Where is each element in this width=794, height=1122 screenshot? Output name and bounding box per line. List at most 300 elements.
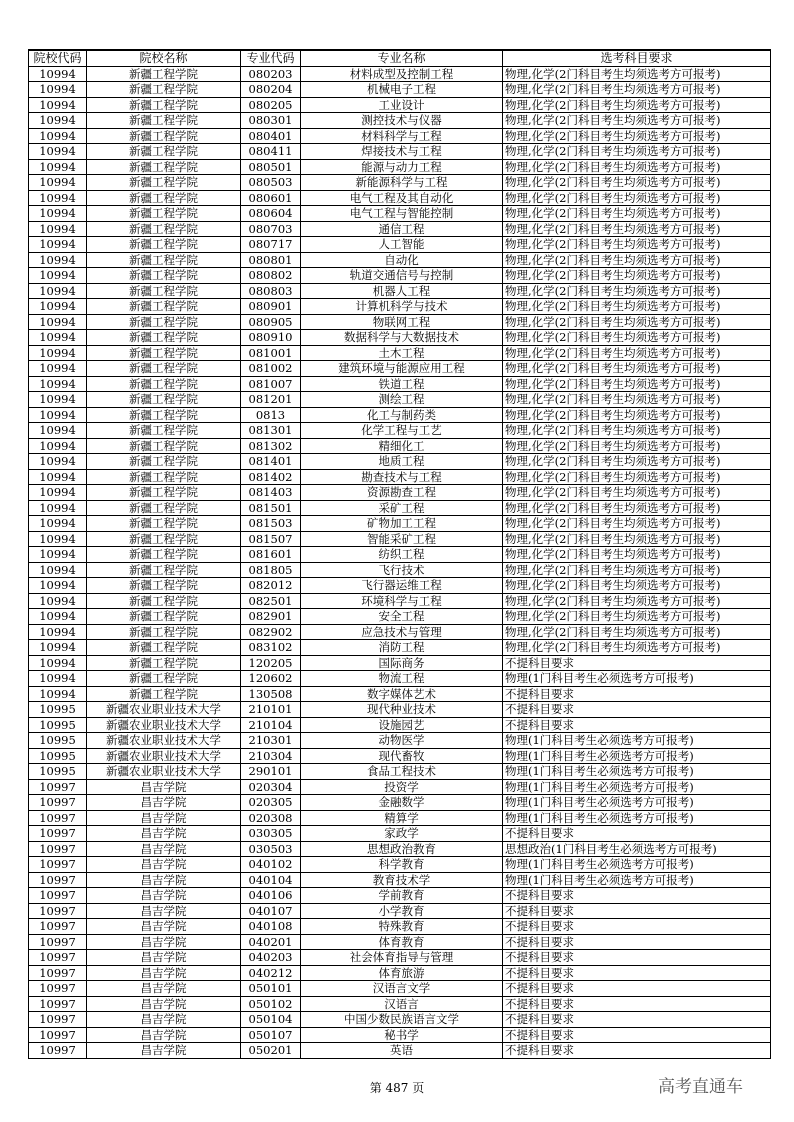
- subject-requirement-cell: 物理,化学(2门科目考生均须选考方可报考): [503, 314, 771, 330]
- table-row: [29, 345, 771, 361]
- school-name-cell: 昌吉学院: [87, 888, 241, 904]
- school-code-cell: 10997: [29, 795, 87, 811]
- subject-requirement-cell: 物理(1门科目考生必须选考方可报考): [503, 872, 771, 888]
- school-code-cell: 10994: [29, 252, 87, 268]
- subject-requirement-cell: 物理,化学(2门科目考生均须选考方可报考): [503, 206, 771, 222]
- table-row: [29, 423, 771, 439]
- table-row: [29, 175, 771, 191]
- major-name-cell: 材料成型及控制工程: [301, 66, 503, 82]
- school-name-cell: 新疆工程学院: [87, 144, 241, 160]
- major-name-cell: 资源勘查工程: [301, 485, 503, 501]
- header-school-name: 院校名称: [87, 50, 241, 66]
- school-code-cell: 10994: [29, 485, 87, 501]
- school-code-cell: 10994: [29, 655, 87, 671]
- school-code-cell: 10997: [29, 903, 87, 919]
- major-name-cell: 勘查技术与工程: [301, 469, 503, 485]
- major-name-cell: 铁道工程: [301, 376, 503, 392]
- school-code-cell: 10997: [29, 1027, 87, 1043]
- school-name-cell: 新疆工程学院: [87, 82, 241, 98]
- subject-requirement-cell: 物理,化学(2门科目考生均须选考方可报考): [503, 376, 771, 392]
- major-code-cell: 080801: [241, 252, 301, 268]
- school-name-cell: 昌吉学院: [87, 996, 241, 1012]
- major-name-cell: 地质工程: [301, 454, 503, 470]
- subject-requirement-cell: 物理,化学(2门科目考生均须选考方可报考): [503, 66, 771, 82]
- table-row: [29, 66, 771, 82]
- major-code-cell: 081402: [241, 469, 301, 485]
- major-name-cell: 英语: [301, 1043, 503, 1059]
- subject-requirement-cell: 物理,化学(2门科目考生均须选考方可报考): [503, 330, 771, 346]
- subject-requirement-cell: 物理,化学(2门科目考生均须选考方可报考): [503, 438, 771, 454]
- school-code-cell: 10995: [29, 764, 87, 780]
- subject-requirement-cell: 不提科目要求: [503, 965, 771, 981]
- school-name-cell: 新疆工程学院: [87, 283, 241, 299]
- table-row: [29, 361, 771, 377]
- major-code-cell: 081507: [241, 531, 301, 547]
- school-name-cell: 昌吉学院: [87, 981, 241, 997]
- table-row: [29, 888, 771, 904]
- major-name-cell: 能源与动力工程: [301, 159, 503, 175]
- subject-requirement-cell: 物理,化学(2门科目考生均须选考方可报考): [503, 221, 771, 237]
- school-name-cell: 新疆工程学院: [87, 671, 241, 687]
- school-name-cell: 新疆工程学院: [87, 237, 241, 253]
- table-row: [29, 500, 771, 516]
- major-name-cell: 设施园艺: [301, 717, 503, 733]
- major-code-cell: 080910: [241, 330, 301, 346]
- subject-requirement-cell: 不提科目要求: [503, 903, 771, 919]
- school-code-cell: 10994: [29, 221, 87, 237]
- admission-requirements-table: [28, 49, 771, 1059]
- subject-requirement-cell: 物理,化学(2门科目考生均须选考方可报考): [503, 454, 771, 470]
- subject-requirement-cell: 物理,化学(2门科目考生均须选考方可报考): [503, 624, 771, 640]
- major-name-cell: 安全工程: [301, 609, 503, 625]
- major-name-cell: 学前教育: [301, 888, 503, 904]
- table-row: [29, 299, 771, 315]
- school-code-cell: 10994: [29, 66, 87, 82]
- school-code-cell: 10994: [29, 562, 87, 578]
- table-row: [29, 190, 771, 206]
- major-name-cell: 材料科学与工程: [301, 128, 503, 144]
- major-code-cell: 040107: [241, 903, 301, 919]
- school-name-cell: 新疆工程学院: [87, 407, 241, 423]
- subject-requirement-cell: 物理,化学(2门科目考生均须选考方可报考): [503, 113, 771, 129]
- major-code-cell: 080411: [241, 144, 301, 160]
- subject-requirement-cell: 不提科目要求: [503, 1027, 771, 1043]
- major-code-cell: 080204: [241, 82, 301, 98]
- school-code-cell: 10994: [29, 206, 87, 222]
- table-row: [29, 578, 771, 594]
- major-name-cell: 环境科学与工程: [301, 593, 503, 609]
- major-name-cell: 社会体育指导与管理: [301, 950, 503, 966]
- major-name-cell: 纺织工程: [301, 547, 503, 563]
- major-name-cell: 建筑环境与能源应用工程: [301, 361, 503, 377]
- table-row: [29, 593, 771, 609]
- school-code-cell: 10994: [29, 438, 87, 454]
- school-name-cell: 新疆工程学院: [87, 500, 241, 516]
- school-code-cell: 10994: [29, 593, 87, 609]
- brand-watermark: 高考直通车: [658, 1077, 743, 1097]
- table-row: [29, 392, 771, 408]
- school-name-cell: 新疆农业职业技术大学: [87, 748, 241, 764]
- major-name-cell: 测控技术与仪器: [301, 113, 503, 129]
- school-name-cell: 新疆工程学院: [87, 66, 241, 82]
- major-code-cell: 080901: [241, 299, 301, 315]
- school-code-cell: 10994: [29, 531, 87, 547]
- school-name-cell: 新疆工程学院: [87, 252, 241, 268]
- table-row: [29, 965, 771, 981]
- school-code-cell: 10997: [29, 1012, 87, 1028]
- school-name-cell: 昌吉学院: [87, 795, 241, 811]
- table-row: [29, 903, 771, 919]
- major-name-cell: 化学工程与工艺: [301, 423, 503, 439]
- subject-requirement-cell: 物理(1门科目考生必须选考方可报考): [503, 810, 771, 826]
- major-name-cell: 物流工程: [301, 671, 503, 687]
- major-name-cell: 机械电子工程: [301, 82, 503, 98]
- school-name-cell: 新疆农业职业技术大学: [87, 717, 241, 733]
- subject-requirement-cell: 不提科目要求: [503, 996, 771, 1012]
- table-row: [29, 996, 771, 1012]
- subject-requirement-cell: 物理,化学(2门科目考生均须选考方可报考): [503, 516, 771, 532]
- school-name-cell: 新疆工程学院: [87, 454, 241, 470]
- major-name-cell: 国际商务: [301, 655, 503, 671]
- major-code-cell: 080503: [241, 175, 301, 191]
- major-name-cell: 自动化: [301, 252, 503, 268]
- school-name-cell: 新疆工程学院: [87, 578, 241, 594]
- major-code-cell: 040102: [241, 857, 301, 873]
- school-name-cell: 新疆工程学院: [87, 531, 241, 547]
- school-name-cell: 新疆工程学院: [87, 190, 241, 206]
- major-name-cell: 工业设计: [301, 97, 503, 113]
- table-row: [29, 547, 771, 563]
- table-row: [29, 283, 771, 299]
- school-name-cell: 新疆农业职业技术大学: [87, 764, 241, 780]
- subject-requirement-cell: 物理,化学(2门科目考生均须选考方可报考): [503, 423, 771, 439]
- school-code-cell: 10994: [29, 407, 87, 423]
- table-row: [29, 314, 771, 330]
- major-name-cell: 精细化工: [301, 438, 503, 454]
- school-name-cell: 新疆工程学院: [87, 268, 241, 284]
- school-code-cell: 10994: [29, 500, 87, 516]
- major-code-cell: 210304: [241, 748, 301, 764]
- school-code-cell: 10994: [29, 361, 87, 377]
- school-code-cell: 10997: [29, 857, 87, 873]
- school-name-cell: 新疆工程学院: [87, 159, 241, 175]
- school-code-cell: 10994: [29, 113, 87, 129]
- table-row: [29, 826, 771, 842]
- school-code-cell: 10994: [29, 578, 87, 594]
- school-code-cell: 10994: [29, 624, 87, 640]
- school-name-cell: 新疆工程学院: [87, 609, 241, 625]
- major-code-cell: 081401: [241, 454, 301, 470]
- table-row: [29, 531, 771, 547]
- table-row: [29, 981, 771, 997]
- school-code-cell: 10997: [29, 841, 87, 857]
- major-code-cell: 040104: [241, 872, 301, 888]
- school-code-cell: 10994: [29, 299, 87, 315]
- school-code-cell: 10994: [29, 159, 87, 175]
- major-code-cell: 040203: [241, 950, 301, 966]
- major-code-cell: 080203: [241, 66, 301, 82]
- subject-requirement-cell: 物理,化学(2门科目考生均须选考方可报考): [503, 82, 771, 98]
- school-code-cell: 10994: [29, 97, 87, 113]
- major-name-cell: 小学教育: [301, 903, 503, 919]
- table-row: [29, 1027, 771, 1043]
- major-name-cell: 数据科学与大数据技术: [301, 330, 503, 346]
- school-name-cell: 昌吉学院: [87, 779, 241, 795]
- major-code-cell: 082902: [241, 624, 301, 640]
- subject-requirement-cell: 不提科目要求: [503, 934, 771, 950]
- major-name-cell: 人工智能: [301, 237, 503, 253]
- table-row: [29, 485, 771, 501]
- table-row: [29, 717, 771, 733]
- subject-requirement-cell: 物理,化学(2门科目考生均须选考方可报考): [503, 175, 771, 191]
- table-header-row: [29, 50, 771, 66]
- table-row: [29, 268, 771, 284]
- major-name-cell: 飞行技术: [301, 562, 503, 578]
- subject-requirement-cell: 不提科目要求: [503, 981, 771, 997]
- major-name-cell: 智能采矿工程: [301, 531, 503, 547]
- subject-requirement-cell: 物理,化学(2门科目考生均须选考方可报考): [503, 345, 771, 361]
- major-name-cell: 科学教育: [301, 857, 503, 873]
- school-code-cell: 10994: [29, 469, 87, 485]
- subject-requirement-cell: 物理,化学(2门科目考生均须选考方可报考): [503, 299, 771, 315]
- school-code-cell: 10994: [29, 237, 87, 253]
- table-row: [29, 516, 771, 532]
- table-row: [29, 779, 771, 795]
- school-name-cell: 昌吉学院: [87, 1012, 241, 1028]
- subject-requirement-cell: 不提科目要求: [503, 888, 771, 904]
- school-name-cell: 新疆工程学院: [87, 330, 241, 346]
- table-row: [29, 438, 771, 454]
- subject-requirement-cell: 思想政治(1门科目考生必须选考方可报考): [503, 841, 771, 857]
- school-name-cell: 新疆工程学院: [87, 640, 241, 656]
- major-code-cell: 050107: [241, 1027, 301, 1043]
- school-code-cell: 10994: [29, 82, 87, 98]
- table-row: [29, 919, 771, 935]
- school-name-cell: 新疆工程学院: [87, 113, 241, 129]
- subject-requirement-cell: 物理,化学(2门科目考生均须选考方可报考): [503, 144, 771, 160]
- school-name-cell: 昌吉学院: [87, 826, 241, 842]
- school-name-cell: 新疆工程学院: [87, 361, 241, 377]
- school-name-cell: 新疆工程学院: [87, 655, 241, 671]
- major-name-cell: 焊接技术与工程: [301, 144, 503, 160]
- table-row: [29, 702, 771, 718]
- major-code-cell: 040108: [241, 919, 301, 935]
- table-row: [29, 454, 771, 470]
- header-subject-requirement: 选考科目要求: [503, 50, 771, 66]
- subject-requirement-cell: 不提科目要求: [503, 655, 771, 671]
- table-row: [29, 950, 771, 966]
- major-name-cell: 思想政治教育: [301, 841, 503, 857]
- major-code-cell: 0813: [241, 407, 301, 423]
- school-name-cell: 昌吉学院: [87, 841, 241, 857]
- subject-requirement-cell: 物理,化学(2门科目考生均须选考方可报考): [503, 283, 771, 299]
- school-code-cell: 10997: [29, 1043, 87, 1059]
- school-name-cell: 昌吉学院: [87, 1043, 241, 1059]
- major-code-cell: 081002: [241, 361, 301, 377]
- school-name-cell: 新疆工程学院: [87, 128, 241, 144]
- school-code-cell: 10994: [29, 283, 87, 299]
- school-name-cell: 昌吉学院: [87, 965, 241, 981]
- school-name-cell: 昌吉学院: [87, 1027, 241, 1043]
- subject-requirement-cell: 物理(1门科目考生必须选考方可报考): [503, 764, 771, 780]
- school-name-cell: 新疆工程学院: [87, 206, 241, 222]
- major-code-cell: 080601: [241, 190, 301, 206]
- header-major-code: 专业代码: [241, 50, 301, 66]
- table-row: [29, 748, 771, 764]
- school-code-cell: 10994: [29, 376, 87, 392]
- school-code-cell: 10997: [29, 950, 87, 966]
- table-row: [29, 609, 771, 625]
- subject-requirement-cell: 不提科目要求: [503, 826, 771, 842]
- subject-requirement-cell: 物理,化学(2门科目考生均须选考方可报考): [503, 531, 771, 547]
- table-row: [29, 671, 771, 687]
- major-name-cell: 采矿工程: [301, 500, 503, 516]
- school-name-cell: 昌吉学院: [87, 872, 241, 888]
- table-row: [29, 97, 771, 113]
- school-code-cell: 10994: [29, 314, 87, 330]
- school-name-cell: 新疆工程学院: [87, 314, 241, 330]
- table-row: [29, 640, 771, 656]
- subject-requirement-cell: 物理(1门科目考生必须选考方可报考): [503, 779, 771, 795]
- subject-requirement-cell: 不提科目要求: [503, 919, 771, 935]
- major-name-cell: 物联网工程: [301, 314, 503, 330]
- school-code-cell: 10994: [29, 454, 87, 470]
- major-name-cell: 动物医学: [301, 733, 503, 749]
- school-code-cell: 10997: [29, 888, 87, 904]
- major-code-cell: 130508: [241, 686, 301, 702]
- table-row: [29, 562, 771, 578]
- major-name-cell: 数字媒体艺术: [301, 686, 503, 702]
- table-row: [29, 206, 771, 222]
- school-name-cell: 新疆工程学院: [87, 345, 241, 361]
- major-name-cell: 测绘工程: [301, 392, 503, 408]
- major-code-cell: 082012: [241, 578, 301, 594]
- major-code-cell: 080604: [241, 206, 301, 222]
- subject-requirement-cell: 不提科目要求: [503, 1043, 771, 1059]
- major-code-cell: 080205: [241, 97, 301, 113]
- school-code-cell: 10997: [29, 981, 87, 997]
- subject-requirement-cell: 物理,化学(2门科目考生均须选考方可报考): [503, 593, 771, 609]
- school-name-cell: 新疆工程学院: [87, 593, 241, 609]
- major-code-cell: 050104: [241, 1012, 301, 1028]
- school-name-cell: 新疆工程学院: [87, 686, 241, 702]
- major-name-cell: 电气工程与智能控制: [301, 206, 503, 222]
- subject-requirement-cell: 物理,化学(2门科目考生均须选考方可报考): [503, 190, 771, 206]
- school-code-cell: 10997: [29, 826, 87, 842]
- subject-requirement-cell: 不提科目要求: [503, 950, 771, 966]
- major-code-cell: 082501: [241, 593, 301, 609]
- major-name-cell: 精算学: [301, 810, 503, 826]
- school-code-cell: 10995: [29, 702, 87, 718]
- school-name-cell: 昌吉学院: [87, 919, 241, 935]
- school-name-cell: 昌吉学院: [87, 934, 241, 950]
- school-name-cell: 新疆工程学院: [87, 485, 241, 501]
- table-row: [29, 764, 771, 780]
- major-name-cell: 电气工程及其自动化: [301, 190, 503, 206]
- school-code-cell: 10995: [29, 717, 87, 733]
- major-code-cell: 080703: [241, 221, 301, 237]
- major-name-cell: 食品工程技术: [301, 764, 503, 780]
- school-name-cell: 新疆农业职业技术大学: [87, 733, 241, 749]
- school-name-cell: 新疆工程学院: [87, 562, 241, 578]
- major-code-cell: 040201: [241, 934, 301, 950]
- subject-requirement-cell: 物理(1门科目考生必须选考方可报考): [503, 733, 771, 749]
- table-row: [29, 795, 771, 811]
- table-row: [29, 857, 771, 873]
- table-row: [29, 221, 771, 237]
- major-code-cell: 081301: [241, 423, 301, 439]
- major-code-cell: 081201: [241, 392, 301, 408]
- subject-requirement-cell: 不提科目要求: [503, 1012, 771, 1028]
- major-name-cell: 中国少数民族语言文学: [301, 1012, 503, 1028]
- school-code-cell: 10994: [29, 640, 87, 656]
- major-code-cell: 210104: [241, 717, 301, 733]
- subject-requirement-cell: 不提科目要求: [503, 686, 771, 702]
- school-code-cell: 10994: [29, 330, 87, 346]
- major-name-cell: 通信工程: [301, 221, 503, 237]
- major-name-cell: 计算机科学与技术: [301, 299, 503, 315]
- major-name-cell: 投资学: [301, 779, 503, 795]
- major-name-cell: 现代畜牧: [301, 748, 503, 764]
- table-row: [29, 934, 771, 950]
- header-major-name: 专业名称: [301, 50, 503, 66]
- table-row: [29, 655, 771, 671]
- major-code-cell: 083102: [241, 640, 301, 656]
- major-code-cell: 040212: [241, 965, 301, 981]
- subject-requirement-cell: 物理,化学(2门科目考生均须选考方可报考): [503, 547, 771, 563]
- school-code-cell: 10997: [29, 779, 87, 795]
- major-name-cell: 金融数学: [301, 795, 503, 811]
- major-code-cell: 080301: [241, 113, 301, 129]
- subject-requirement-cell: 物理(1门科目考生必须选考方可报考): [503, 671, 771, 687]
- major-code-cell: 082901: [241, 609, 301, 625]
- subject-requirement-cell: 物理,化学(2门科目考生均须选考方可报考): [503, 500, 771, 516]
- school-code-cell: 10994: [29, 128, 87, 144]
- school-name-cell: 新疆工程学院: [87, 438, 241, 454]
- school-code-cell: 10994: [29, 144, 87, 160]
- subject-requirement-cell: 物理,化学(2门科目考生均须选考方可报考): [503, 268, 771, 284]
- major-code-cell: 080802: [241, 268, 301, 284]
- major-code-cell: 080401: [241, 128, 301, 144]
- major-code-cell: 080717: [241, 237, 301, 253]
- school-code-cell: 10994: [29, 345, 87, 361]
- major-name-cell: 新能源科学与工程: [301, 175, 503, 191]
- subject-requirement-cell: 物理(1门科目考生必须选考方可报考): [503, 795, 771, 811]
- school-code-cell: 10994: [29, 671, 87, 687]
- major-code-cell: 081601: [241, 547, 301, 563]
- school-code-cell: 10994: [29, 175, 87, 191]
- school-code-cell: 10994: [29, 423, 87, 439]
- table-row: [29, 113, 771, 129]
- major-code-cell: 040106: [241, 888, 301, 904]
- major-code-cell: 210301: [241, 733, 301, 749]
- table-row: [29, 159, 771, 175]
- header-school-code: 院校代码: [29, 50, 87, 66]
- school-code-cell: 10997: [29, 872, 87, 888]
- table-row: [29, 1043, 771, 1059]
- major-code-cell: 080803: [241, 283, 301, 299]
- major-code-cell: 020305: [241, 795, 301, 811]
- table-row: [29, 376, 771, 392]
- school-name-cell: 新疆工程学院: [87, 469, 241, 485]
- school-name-cell: 新疆工程学院: [87, 547, 241, 563]
- school-name-cell: 昌吉学院: [87, 950, 241, 966]
- school-name-cell: 新疆工程学院: [87, 175, 241, 191]
- school-code-cell: 10995: [29, 748, 87, 764]
- major-code-cell: 081403: [241, 485, 301, 501]
- major-name-cell: 化工与制药类: [301, 407, 503, 423]
- major-code-cell: 050101: [241, 981, 301, 997]
